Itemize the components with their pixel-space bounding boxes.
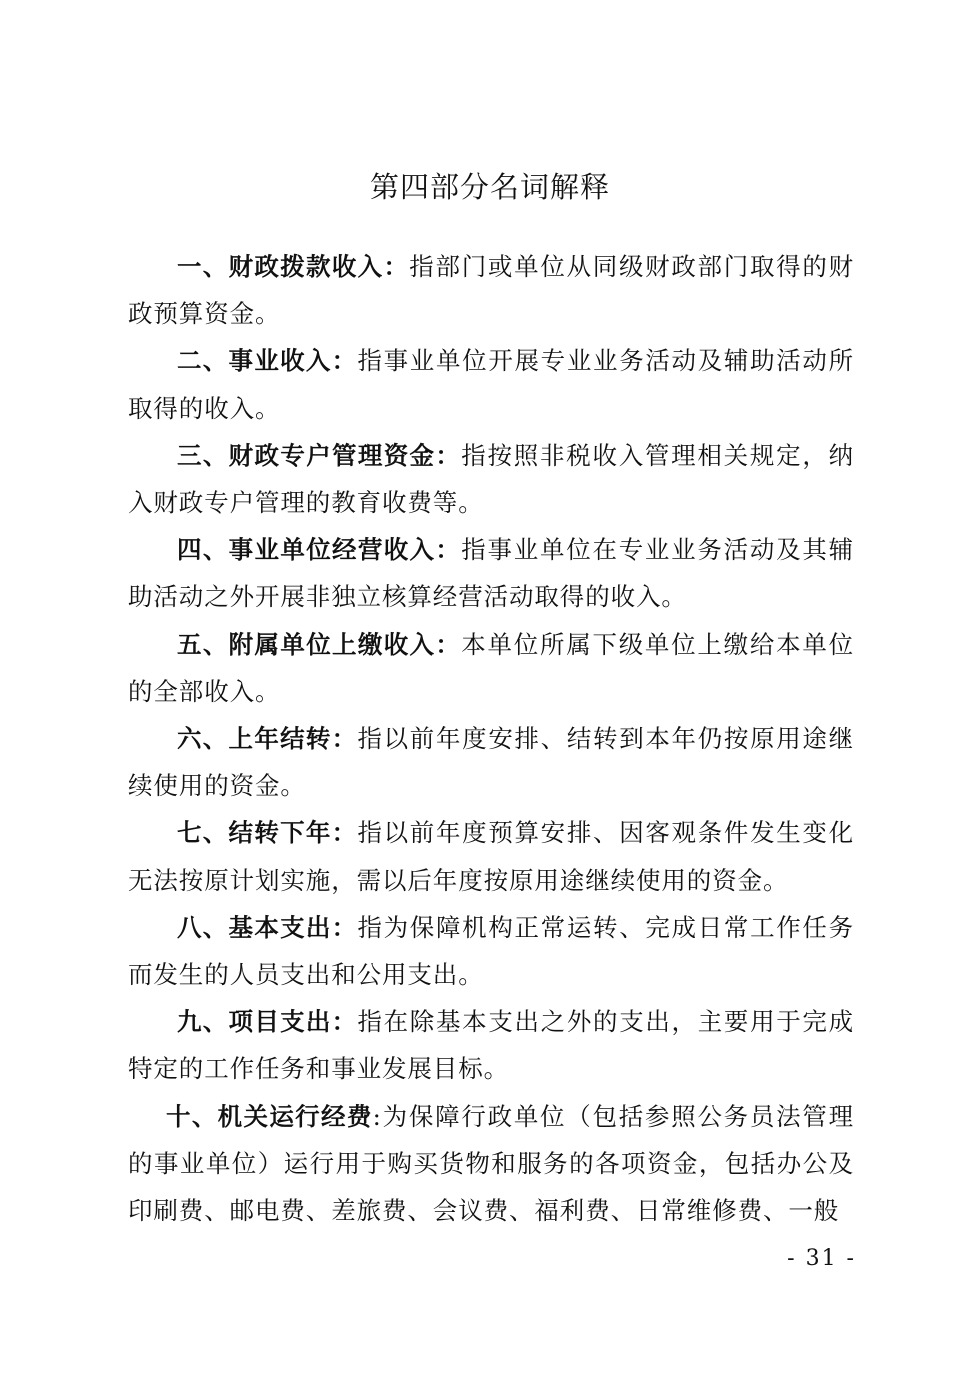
glossary-item	[128, 243, 854, 337]
glossary-term: 四、事业单位经营收入：	[177, 535, 462, 565]
glossary-item	[128, 337, 854, 431]
glossary-definition: 指部门或单位从同级财政部门取得的财政预算资金。	[128, 252, 854, 329]
glossary-definition: 指在除基本支出之外的支出，主要用于完成特定的工作任务和事业发展目标。	[128, 1007, 854, 1084]
page-number: - 31 -	[787, 1246, 856, 1271]
glossary-definition: 本单位所属下级单位上缴给本单位的全部收入。	[128, 629, 855, 706]
glossary-item	[128, 1093, 854, 1235]
glossary-term: 九、项目支出：	[177, 1007, 358, 1037]
glossary-definition: 指事业单位在专业业务活动及其辅助活动之外开展非独立核算经营活动取得的收入。	[128, 535, 855, 612]
glossary-term: 七、结转下年：	[177, 818, 358, 848]
glossary-item	[128, 715, 854, 809]
glossary-definition: 指为保障机构正常运转、完成日常工作任务而发生的人员支出和公用支出。	[128, 912, 854, 990]
glossary-term: 三、财政专户管理资金：	[177, 440, 462, 470]
glossary-item	[128, 621, 854, 715]
glossary-term: 八、基本支出：	[177, 912, 358, 942]
glossary-body	[128, 243, 854, 1234]
glossary-item	[128, 526, 854, 620]
glossary-item	[128, 904, 854, 998]
glossary-term: 十、机关运行经费	[166, 1101, 373, 1131]
glossary-item	[128, 432, 854, 526]
page-title: 第四部分名词解释	[369, 170, 610, 205]
glossary-definition: 指以前年度安排、结转到本年仍按原用途继续使用的资金。	[128, 724, 854, 801]
glossary-definition: :为保障行政单位（包括参照公务员法管理的事业单位）运行用于购买货物和服务的各项资金，包括办公及印刷费、邮电费、差旅费、会议费、福利费、日常维修费、一般	[128, 1101, 855, 1226]
glossary-definition: 指以前年度预算安排、因客观条件发生变化无法按原计划实施，需以后年度按原用途继续使用的资金。	[128, 818, 854, 895]
glossary-term: 一、财政拨款收入：	[177, 252, 410, 281]
glossary-term: 五、附属单位上缴收入：	[177, 629, 462, 659]
glossary-definition: 指按照非税收入管理相关规定，纳入财政专户管理的教育收费等。	[128, 440, 855, 518]
glossary-term: 二、事业收入：	[177, 346, 358, 376]
glossary-definition: 指事业单位开展专业业务活动及辅助活动所取得的收入。	[128, 346, 854, 423]
glossary-item	[128, 809, 854, 903]
glossary-term: 六、上年结转：	[177, 724, 358, 754]
glossary-item	[128, 998, 854, 1092]
